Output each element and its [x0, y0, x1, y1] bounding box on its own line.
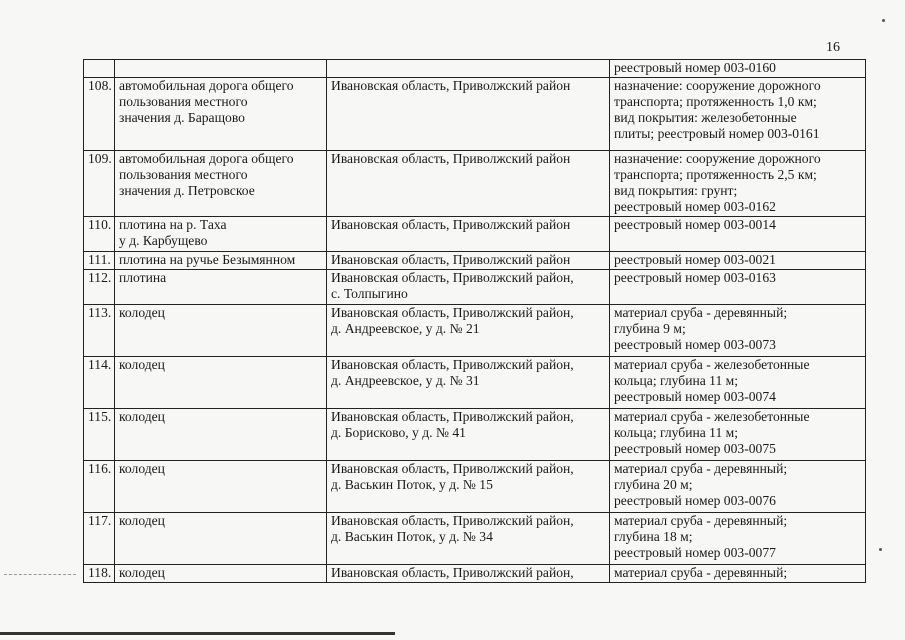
object-details: материал сруба - железобетонные кольца; глубина 11 м; реестровый номер 003-0074 — [610, 357, 866, 409]
object-location: Ивановская область, Приволжский район, с. Толпыгино — [327, 270, 610, 305]
object-location: Ивановская область, Приволжский район — [327, 217, 610, 252]
object-name: колодец — [115, 409, 327, 461]
row-number: 117. — [84, 513, 115, 565]
object-name: колодец — [115, 305, 327, 357]
table-row — [84, 78, 866, 151]
object-details: назначение: сооружение дорожного транспорта; протяженность 2,5 км; вид покрытия: грунт; реестровый номер 003-0162 — [610, 151, 866, 217]
row-number: 113. — [84, 305, 115, 357]
object-details: материал сруба - деревянный; глубина 9 м; реестровый номер 003-0073 — [610, 305, 866, 357]
row-number — [84, 60, 115, 78]
object-location: Ивановская область, Приволжский район, д. Андреевское, у д. № 31 — [327, 357, 610, 409]
object-name: автомобильная дорога общего пользования местного значения д. Петровское — [115, 151, 327, 217]
table-row — [84, 305, 866, 357]
object-name: плотина — [115, 270, 327, 305]
object-location — [327, 60, 610, 78]
row-number: 118. — [84, 565, 115, 583]
table-row — [84, 513, 866, 565]
object-details: материал сруба - железобетонные кольца; глубина 11 м; реестровый номер 003-0075 — [610, 409, 866, 461]
table-row — [84, 409, 866, 461]
scan-speck — [879, 548, 882, 551]
object-details: реестровый номер 003-0021 — [610, 252, 866, 270]
table-row — [84, 252, 866, 270]
table-row — [84, 565, 866, 583]
row-number: 114. — [84, 357, 115, 409]
object-name: колодец — [115, 357, 327, 409]
object-name: колодец — [115, 461, 327, 513]
object-name: колодец — [115, 513, 327, 565]
object-details: реестровый номер 003-0160 — [610, 60, 866, 78]
table-row — [84, 357, 866, 409]
table-row — [84, 60, 866, 78]
table-row — [84, 151, 866, 217]
object-location: Ивановская область, Приволжский район — [327, 252, 610, 270]
object-location: Ивановская область, Приволжский район, д. Борисково, у д. № 41 — [327, 409, 610, 461]
object-details: материал сруба - деревянный; глубина 20 м; реестровый номер 003-0076 — [610, 461, 866, 513]
scan-margin-dash — [4, 574, 76, 575]
object-location: Ивановская область, Приволжский район, д. Андреевское, у д. № 21 — [327, 305, 610, 357]
object-name: плотина на ручье Безымянном — [115, 252, 327, 270]
object-name: плотина на р. Таха у д. Карбущево — [115, 217, 327, 252]
scan-bottom-rule — [0, 632, 395, 635]
object-name — [115, 60, 327, 78]
registry-table — [83, 59, 866, 583]
table-row — [84, 270, 866, 305]
object-name: автомобильная дорога общего пользования местного значения д. Баращово — [115, 78, 327, 151]
object-details: материал сруба - деревянный; глубина 18 м; реестровый номер 003-0077 — [610, 513, 866, 565]
scan-speck — [882, 19, 885, 22]
row-number: 108. — [84, 78, 115, 151]
row-number: 115. — [84, 409, 115, 461]
row-number: 110. — [84, 217, 115, 252]
row-number: 112. — [84, 270, 115, 305]
object-location: Ивановская область, Приволжский район, д. Васькин Поток, у д. № 15 — [327, 461, 610, 513]
object-details: реестровый номер 003-0163 — [610, 270, 866, 305]
row-number: 111. — [84, 252, 115, 270]
object-details: реестровый номер 003-0014 — [610, 217, 866, 252]
object-name: колодец — [115, 565, 327, 583]
object-location: Ивановская область, Приволжский район, д. Васькин Поток, у д. № 34 — [327, 513, 610, 565]
row-number: 109. — [84, 151, 115, 217]
object-location: Ивановская область, Приволжский район, — [327, 565, 610, 583]
object-details: назначение: сооружение дорожного транспорта; протяженность 1,0 км; вид покрытия: железобетонные плиты; реестровый номер 003-0161 — [610, 78, 866, 151]
page-number: 16 — [826, 40, 840, 55]
table-row — [84, 217, 866, 252]
row-number: 116. — [84, 461, 115, 513]
object-details: материал сруба - деревянный; — [610, 565, 866, 583]
object-location: Ивановская область, Приволжский район — [327, 78, 610, 151]
table-row — [84, 461, 866, 513]
object-location: Ивановская область, Приволжский район — [327, 151, 610, 217]
